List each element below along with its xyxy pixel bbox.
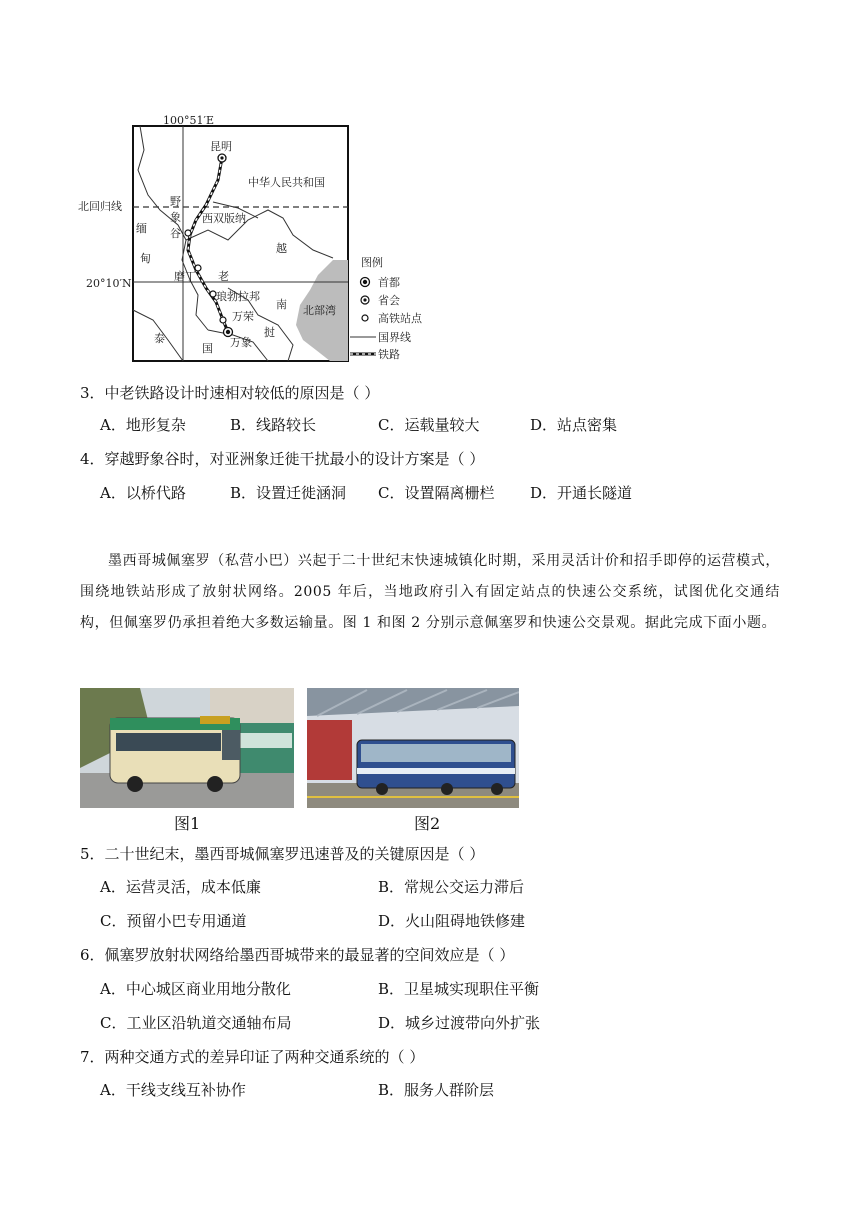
china-label: 中华人民共和国 <box>248 176 325 189</box>
legend-province: 省会 <box>378 294 400 307</box>
latitude-label: 20°10′N <box>86 277 132 290</box>
q3-stem: 3．中老铁路设计时速相对较低的原因是（ ） <box>80 384 380 402</box>
vientiane-label: 万象 <box>230 336 252 349</box>
station-marker <box>185 230 191 236</box>
q4-option-d[interactable]: D．开通长隧道 <box>530 484 633 502</box>
q4-option-c[interactable]: C．设置隔离栅栏 <box>378 484 495 502</box>
q4-option-a[interactable]: A．以桥代路 <box>100 484 186 502</box>
legend-title: 图例 <box>361 256 383 269</box>
q3-option-d[interactable]: D．站点密集 <box>530 416 618 434</box>
myanmar-label: 缅 <box>136 222 147 235</box>
gulf-label: 北部湾 <box>303 304 336 317</box>
map-legend <box>350 255 423 361</box>
q3-option-c[interactable]: C．运载量较大 <box>378 416 480 434</box>
figure-1-caption: 图1 <box>174 814 201 833</box>
q6-stem: 6．佩塞罗放射状网络给墨西哥城带来的最显著的空间效应是（ ） <box>80 946 515 964</box>
laos-label: 老 <box>218 270 229 283</box>
svg-text:象: 象 <box>170 211 181 224</box>
luangprabang-label: 琅勃拉邦 <box>216 290 260 303</box>
legend-railway: 铁路 <box>378 348 400 361</box>
figure-2-photo <box>307 688 519 808</box>
legend-capital: 首都 <box>378 276 400 289</box>
q6-option-d[interactable]: D．城乡过渡带向外扩张 <box>378 1014 541 1032</box>
passage-text: 墨西哥城佩塞罗（私营小巴）兴起于二十世纪末快速城镇化时期，采用灵活计价和招手即停的运营模式，围绕地铁站形成了放射状网络。2005 年后，当地政府引入有固定站点的快速公交系统，试图优化交通结构，但佩塞罗仍承担着绝大多数运输量。图 1 和图 2 分别示意佩塞罗和快速公交景观。据此完成下面小题。 <box>80 553 780 631</box>
q3-option-a[interactable]: A．地形复杂 <box>100 416 186 434</box>
q6-option-b[interactable]: B．卫星城实现职住平衡 <box>378 980 540 998</box>
tropic-label: 北回归线 <box>78 200 122 213</box>
longitude-label: 100°51′E <box>163 114 215 127</box>
q6-option-a[interactable]: A．中心城区商业用地分散化 <box>100 980 291 998</box>
q5-option-d[interactable]: D．火山阻碍地铁修建 <box>378 912 526 930</box>
map-svg <box>78 110 438 365</box>
vangvieng-marker <box>220 317 226 323</box>
q4-option-b[interactable]: B．设置迁徙涵洞 <box>230 484 347 502</box>
q5-option-a[interactable]: A．运营灵活，成本低廉 <box>100 878 261 896</box>
q3-option-b[interactable]: B．线路较长 <box>230 416 317 434</box>
svg-text:甸: 甸 <box>140 252 151 265</box>
cambodia-label: 挝 <box>264 326 275 339</box>
railway-map <box>78 110 438 365</box>
yexianggu-label: 野 <box>170 195 181 208</box>
xishuangbanna-label: 西双版纳 <box>202 212 246 225</box>
figure-2-caption: 图2 <box>414 814 441 833</box>
vangvieng-label: 万荣 <box>232 310 254 323</box>
q5-option-b[interactable]: B．常规公交运力滞后 <box>378 878 525 896</box>
guo-label: 国 <box>202 342 213 355</box>
south-label: 南 <box>276 298 287 311</box>
vietnam-label: 越 <box>276 242 287 255</box>
legend-station: 高铁站点 <box>378 312 422 325</box>
kunming-label: 昆明 <box>210 140 232 153</box>
q5-option-c[interactable]: C．预留小巴专用通道 <box>100 912 247 930</box>
svg-text:谷: 谷 <box>170 227 181 240</box>
q7-option-a[interactable]: A．干线支线互补协作 <box>100 1081 246 1099</box>
q7-stem: 7．两种交通方式的差异印证了两种交通系统的（ ） <box>80 1048 425 1066</box>
legend-border: 国界线 <box>378 331 411 344</box>
mohan-label: 磨丁 <box>174 270 196 283</box>
q5-stem: 5．二十世纪末，墨西哥城佩塞罗迅速普及的关键原因是（ ） <box>80 845 485 863</box>
q6-option-c[interactable]: C．工业区沿轨道交通轴布局 <box>100 1014 292 1032</box>
q4-stem: 4．穿越野象谷时，对亚洲象迁徙干扰最小的设计方案是（ ） <box>80 450 485 468</box>
figure-1-photo <box>80 688 294 808</box>
thailand-label: 泰 <box>154 332 165 345</box>
q7-option-b[interactable]: B．服务人群阶层 <box>378 1081 495 1099</box>
